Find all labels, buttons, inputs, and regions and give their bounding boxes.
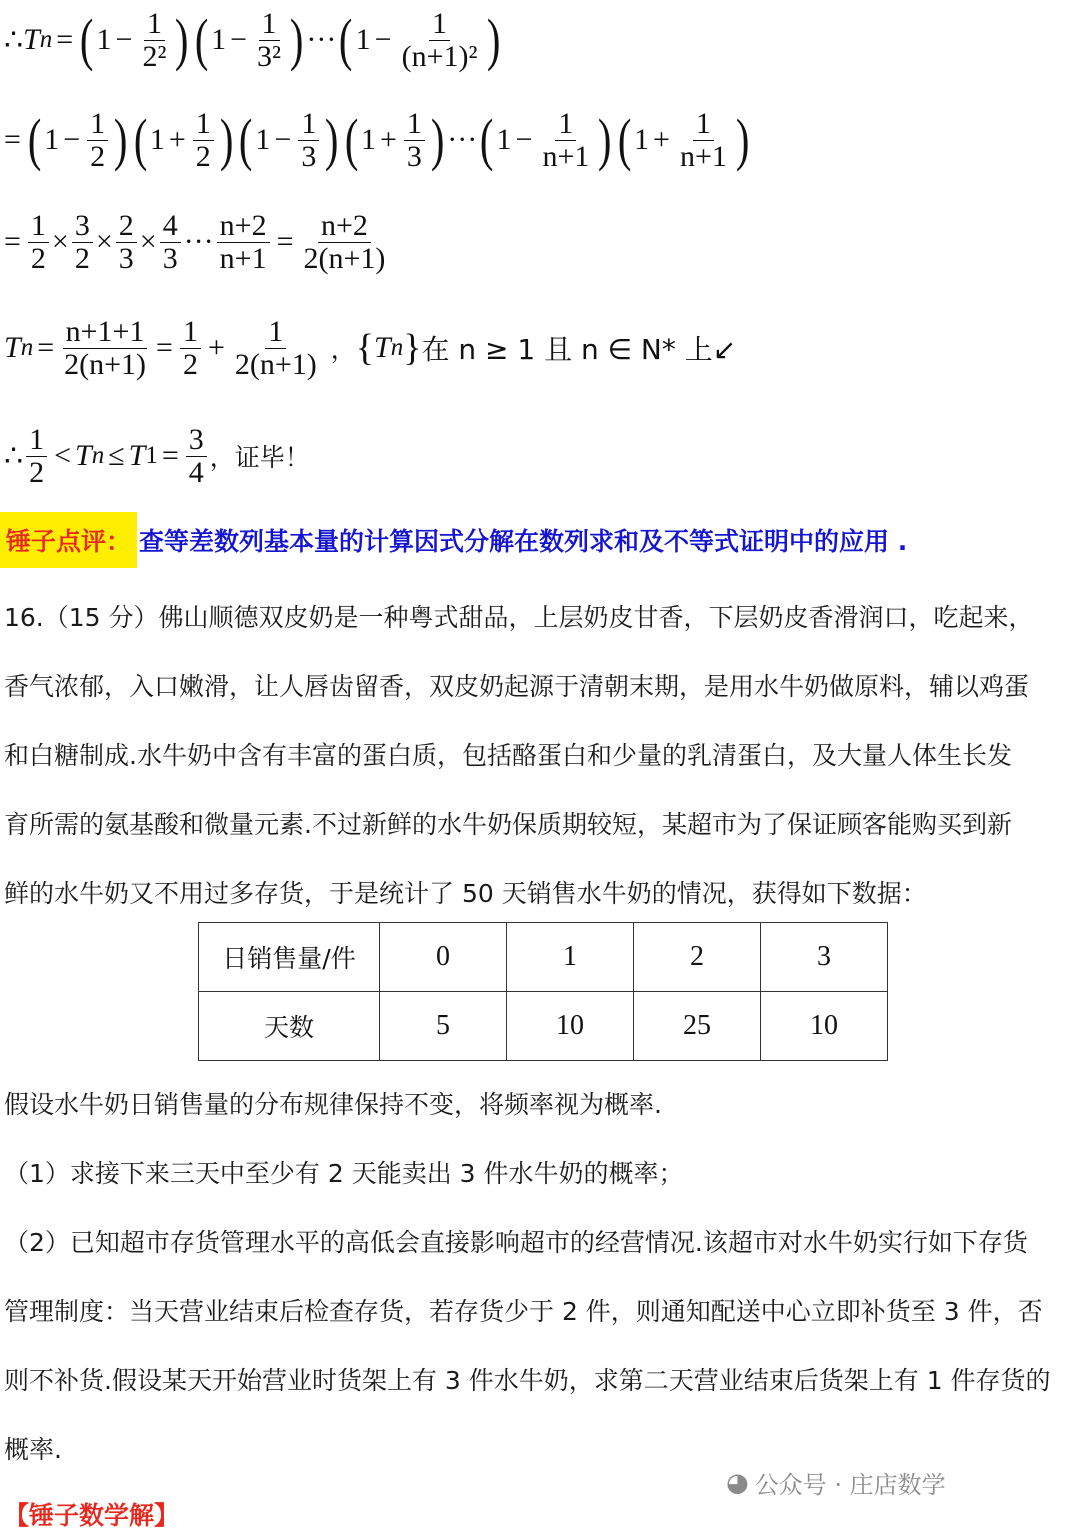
equation-line-5 [4,424,310,488]
numerator: 1 [404,108,425,141]
therefore-symbol: ∴ [4,23,24,57]
denominator: 3 [162,241,178,275]
equation-line-2 [4,108,752,172]
cdots: ··· [447,123,478,156]
numerator: 3 [72,210,93,243]
watermark [726,1465,946,1500]
numerator: 1 [693,108,714,141]
paren-open: ( [80,7,94,72]
paren-close: ) [175,7,189,72]
var-t: T [374,331,391,364]
term-one: 1 [360,123,376,156]
table-cell: 10 [507,992,634,1061]
row-header-days: 天数 [199,992,380,1061]
numerator: 1 [265,316,286,349]
denominator: 2 [182,347,198,381]
minus: − [115,23,133,56]
less-equal: ≤ [108,439,125,472]
paren-close: ) [289,7,304,72]
fraction [404,108,425,172]
minus: − [63,123,81,156]
equation-line-1 [4,8,503,72]
denominator: 2 [74,241,90,275]
sub-1: 1 [145,442,158,469]
assumption-line: 假设水牛奶日销售量的分布规律保持不变，将频率视为概率. [4,1090,662,1119]
numerator: 1 [555,108,576,141]
equals: = [156,331,173,364]
sub-n: n [39,26,53,53]
numerator: 1 [28,210,49,243]
paren-close: ) [325,107,339,172]
plus: + [168,123,186,156]
fraction [298,108,319,172]
times: × [95,225,113,258]
cdots: ··· [183,225,214,258]
fraction [180,316,201,380]
numerator: 1 [298,108,319,141]
table-cell: 1 [507,923,634,992]
fraction [28,210,49,274]
equals: = [276,225,294,258]
denominator: n+1 [219,241,267,275]
equation-line-4 [4,316,736,380]
question-2-line-2: 管理制度：当天营业结束后检查存货，若存货少于 2 件，则通知配送中心立即补货至 3 件，否 [4,1297,1043,1326]
fraction [254,8,284,72]
term-one: 1 [496,123,512,156]
denominator: (n+1)² [401,39,478,73]
denominator: 4 [188,455,204,489]
var-t: T [23,23,40,56]
table-cell: 10 [761,992,888,1061]
table-row [199,923,888,992]
term-one: 1 [96,23,112,56]
fraction [301,210,389,274]
times: × [51,225,69,258]
question-2-line-4: 概率. [4,1435,62,1464]
fraction [232,316,320,380]
term-one: 1 [634,123,650,156]
question-2-line-1: （2）已知超市存货管理水平的高低会直接影响超市的经营情况.该超市对水牛奶实行如下存货 [4,1228,1028,1257]
fraction [539,108,592,172]
paren-close: ) [486,7,500,72]
denominator: 2(n+1) [303,241,386,275]
row-header-sales: 日销售量/件 [199,923,380,992]
numerator: 2 [116,210,137,243]
numerator: 1 [144,8,165,41]
paren-open: ( [344,107,359,172]
denominator: n+1 [542,139,590,173]
paren-close: ) [430,107,445,172]
monotonic-condition: 在 n ≥ 1 且 n ∈ N* 上↙ [421,333,737,366]
sub-n: n [91,442,105,469]
fraction [217,210,270,274]
paren-open: ( [133,107,147,172]
table-cell: 5 [380,992,507,1061]
fraction [26,424,47,488]
paren-open: ( [238,107,253,172]
sub-n: n [390,334,404,361]
solution-heading: 【锤子数学解】 [4,1501,180,1530]
review-label: 锤子点评： [0,512,137,568]
problem-line-1: 16.（15 分）佛山顺德双皮奶是一种粤式甜品，上层奶皮甘香，下层奶皮香滑润口，吃起来， [4,603,1034,632]
denominator: n+1 [679,139,727,173]
fraction [61,316,149,380]
table-cell: 0 [380,923,507,992]
times: × [139,225,157,258]
sales-table [198,922,888,1061]
numerator: 1 [259,8,280,41]
denominator: 3² [257,39,282,73]
wechat-icon: ◕ [726,1467,749,1498]
term-one: 1 [149,123,165,156]
equals: = [4,225,21,258]
paren-open: ( [27,107,42,172]
paren-open: ( [194,7,209,72]
denominator: 2 [30,241,46,275]
paren-close: ) [114,107,128,172]
less-than: < [54,439,72,472]
problem-line-2: 香气浓郁，入口嫩滑，让人唇齿留香，双皮奶起源于清朝末期，是用水牛奶做原料，辅以鸡蛋 [4,672,1030,701]
fraction [399,8,481,72]
denominator: 2² [142,39,167,73]
therefore-symbol: ∴ [4,439,24,473]
paren-close: ) [219,107,234,172]
denominator: 2 [90,139,106,173]
fraction [677,108,730,172]
minus: − [230,23,248,56]
denominator: 2 [195,139,211,173]
plus: + [379,123,397,156]
minus: − [374,23,392,56]
fraction [72,210,93,274]
fraction [193,108,214,172]
numerator: n+1+1 [63,316,148,349]
denominator: 2(n+1) [64,347,147,381]
fraction [160,210,181,274]
term-one: 1 [355,23,371,56]
var-t: T [128,439,146,472]
numerator: n+2 [217,210,270,243]
problem-line-3: 和白糖制成.水牛奶中含有丰富的蛋白质，包括酪蛋白和少量的乳清蛋白，及大量人体生长发 [4,741,1012,770]
equation-line-3 [4,210,391,274]
var-t: T [75,439,92,472]
numerator: 4 [160,210,181,243]
table-row [199,992,888,1061]
plus: + [653,123,670,156]
brace-open: { [355,327,375,369]
fraction [116,210,137,274]
problem-line-5: 鲜的水牛奶又不用过多存货，于是统计了 50 天销售水牛奶的情况，获得如下数据： [4,879,927,908]
minus: − [515,123,533,156]
fraction [186,424,207,488]
review-text: 查等差数列基本量的计算因式分解在数列求和及不等式证明中的应用 . [139,527,908,556]
brace-close: } [403,327,422,369]
question-2-line-3: 则不补货.假设某天开始营业时货架上有 3 件水牛奶，求第二天营业结束后货架上有 1 件存货的 [4,1366,1051,1395]
paren-open: ( [480,107,494,172]
fraction [139,8,169,72]
denominator: 2(n+1) [234,347,317,381]
denominator: 3 [406,139,422,173]
fraction [87,108,108,172]
paren-open: ( [617,107,632,172]
table-cell: 3 [761,923,888,992]
paren-open: ( [339,7,353,72]
sub-n: n [20,334,34,361]
numerator: 1 [180,316,201,349]
equals: = [4,123,21,156]
numerator: 1 [429,8,450,41]
numerator: 1 [87,108,108,141]
cdots: ··· [306,23,337,56]
numerator: 1 [193,108,214,141]
problem-line-4: 育所需的氨基酸和微量元素.不过新鲜的水牛奶保质期较短，某超市为了保证顾客能购买到新 [4,810,1012,839]
term-one: 1 [211,23,227,56]
plus: + [207,331,225,364]
qed-text: ，证毕！ [209,443,310,472]
paren-close: ) [598,107,612,172]
equals: = [56,23,74,56]
denominator: 2 [29,455,45,489]
table-cell: 2 [634,923,761,992]
var-t: T [4,331,21,364]
paren-close: ) [735,107,750,172]
numerator: 3 [186,424,207,457]
review-line [0,512,907,568]
comma: ， [330,335,356,364]
table-cell: 25 [634,992,761,1061]
term-one: 1 [44,123,60,156]
numerator: 1 [26,424,47,457]
equals: = [37,331,55,364]
denominator: 3 [301,139,317,173]
term-one: 1 [255,123,271,156]
question-1: （1）求接下来三天中至少有 2 天能卖出 3 件水牛奶的概率； [4,1159,684,1188]
denominator: 3 [118,241,134,275]
minus: − [274,123,292,156]
equals: = [161,439,179,472]
numerator: n+2 [318,210,371,243]
watermark-text: 公众号 · 庄店数学 [754,1471,946,1499]
